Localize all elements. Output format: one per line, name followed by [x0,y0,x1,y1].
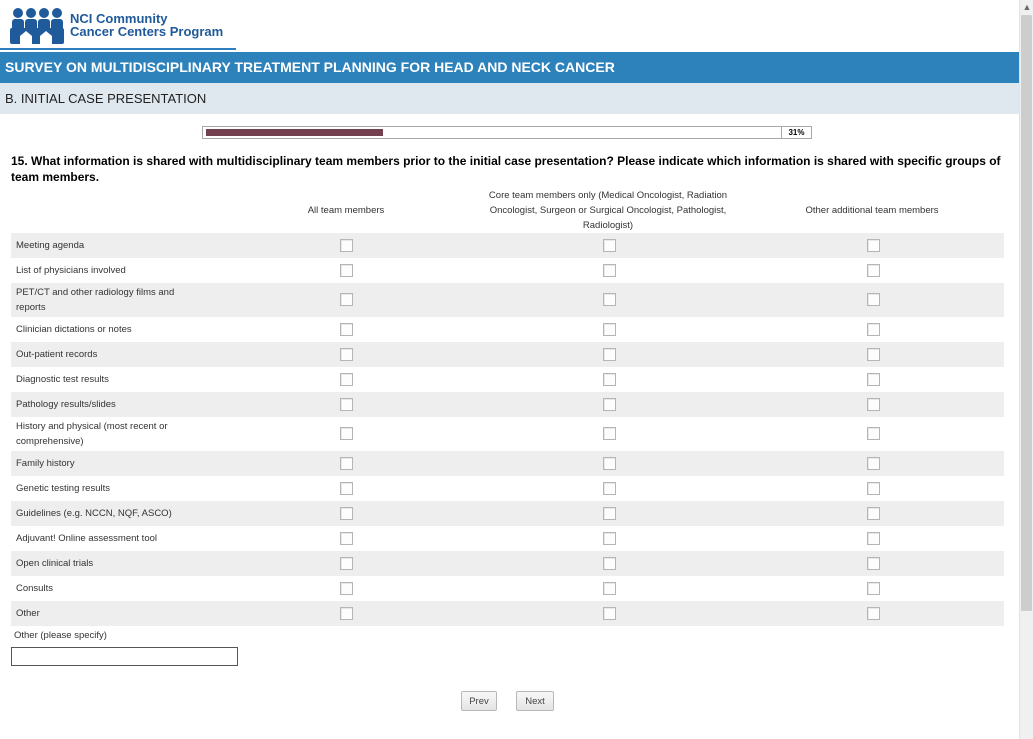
checkbox-other-additional-members[interactable] [867,323,880,336]
checkbox-other-additional-members[interactable] [867,264,880,277]
matrix-row-label: Genetic testing results [16,483,110,494]
checkbox-core-team-members[interactable] [603,557,616,570]
checkbox-other-additional-members[interactable] [867,348,880,361]
matrix-row-label: Clinician dictations or notes [16,324,132,335]
checkbox-core-team-members[interactable] [603,457,616,470]
matrix-row [11,576,1004,601]
matrix-row-label: Other [16,608,40,619]
survey-title: SURVEY ON MULTIDISCIPLINARY TREATMENT PLANNING FOR HEAD AND NECK CANCER [0,52,1019,83]
checkbox-all-team-members[interactable] [340,293,353,306]
checkbox-all-team-members[interactable] [340,427,353,440]
checkbox-all-team-members[interactable] [340,507,353,520]
logo-text [70,12,223,38]
checkbox-other-additional-members[interactable] [867,293,880,306]
matrix-row-label: PET/CT and other radiology films and reports [16,287,175,313]
checkbox-other-additional-members[interactable] [867,457,880,470]
logo-line-2: Cancer Centers Program [70,24,224,39]
checkbox-core-team-members[interactable] [603,427,616,440]
matrix-row-label: List of physicians involved [16,265,126,276]
prev-button[interactable]: Prev [461,691,497,711]
vertical-scrollbar[interactable] [1019,0,1033,739]
checkbox-all-team-members[interactable] [340,482,353,495]
checkbox-other-additional-members[interactable] [867,398,880,411]
matrix-row [11,451,1004,476]
checkbox-other-additional-members[interactable] [867,482,880,495]
progress-percent: 31% [782,126,812,139]
section-title: B. INITIAL CASE PRESENTATION [0,83,1019,114]
matrix-row-label: Meeting agenda [16,240,85,251]
checkbox-all-team-members[interactable] [340,582,353,595]
matrix-grid [11,233,1004,626]
scroll-up-arrow-icon[interactable]: ▲ [1022,2,1032,12]
checkbox-other-additional-members[interactable] [867,582,880,595]
checkbox-all-team-members[interactable] [340,557,353,570]
people-logo-icon [10,6,64,44]
matrix-row [11,476,1004,501]
checkbox-all-team-members[interactable] [340,373,353,386]
checkbox-all-team-members[interactable] [340,398,353,411]
matrix-row [11,392,1004,417]
progress-bar [202,126,782,139]
checkbox-all-team-members[interactable] [340,239,353,252]
checkbox-core-team-members[interactable] [603,323,616,336]
matrix-row [11,258,1004,283]
column-header-core: Core team members only (Medical Oncologist, Radiation Oncologist, Surgeon or Surgical Oncologist, Pathologist, Radiologist) [488,190,728,231]
checkbox-core-team-members[interactable] [603,532,616,545]
checkbox-other-additional-members[interactable] [867,427,880,440]
checkbox-core-team-members[interactable] [603,373,616,386]
matrix-row [11,342,1004,367]
matrix-row-label: Diagnostic test results [16,374,109,385]
checkbox-other-additional-members[interactable] [867,532,880,545]
progress-fill [206,129,383,136]
matrix-row [11,417,1004,451]
matrix-row [11,526,1004,551]
matrix-row [11,233,1004,258]
matrix-row [11,551,1004,576]
other-specify-label: Other (please specify) [14,630,107,641]
checkbox-all-team-members[interactable] [340,532,353,545]
checkbox-all-team-members[interactable] [340,348,353,361]
checkbox-other-additional-members[interactable] [867,607,880,620]
matrix-row-label: Family history [16,458,75,469]
checkbox-all-team-members[interactable] [340,264,353,277]
matrix-row [11,601,1004,626]
scrollbar-thumb[interactable] [1021,15,1032,611]
next-button[interactable]: Next [516,691,554,711]
checkbox-core-team-members[interactable] [603,239,616,252]
checkbox-core-team-members[interactable] [603,398,616,411]
logo-line-1: NCI Community [70,11,168,26]
column-header-all: All team members [307,205,385,216]
checkbox-core-team-members[interactable] [603,293,616,306]
matrix-row-label: Open clinical trials [16,558,94,569]
checkbox-other-additional-members[interactable] [867,239,880,252]
other-specify-input[interactable] [11,647,238,666]
matrix-row-label: Consults [16,583,53,594]
matrix-row-label: Adjuvant! Online assessment tool [16,533,157,544]
checkbox-core-team-members[interactable] [603,482,616,495]
checkbox-core-team-members[interactable] [603,607,616,620]
checkbox-core-team-members[interactable] [603,507,616,520]
checkbox-other-additional-members[interactable] [867,557,880,570]
checkbox-core-team-members[interactable] [603,348,616,361]
matrix-row [11,283,1004,317]
checkbox-all-team-members[interactable] [340,323,353,336]
checkbox-core-team-members[interactable] [603,264,616,277]
matrix-row [11,501,1004,526]
matrix-row-label: Out-patient records [16,349,98,360]
checkbox-other-additional-members[interactable] [867,507,880,520]
checkbox-all-team-members[interactable] [340,607,353,620]
checkbox-all-team-members[interactable] [340,457,353,470]
question-text: 15. What information is shared with multidisciplinary team members prior to the initial case presentation? Please indicate which information is shared with specific groups of team members. [11,154,1001,184]
checkbox-other-additional-members[interactable] [867,373,880,386]
logo-divider [0,48,236,50]
checkbox-core-team-members[interactable] [603,582,616,595]
matrix-row-label: Guidelines (e.g. NCCN, NQF, ASCO) [16,508,172,519]
matrix-row-label: History and physical (most recent or comprehensive) [16,421,168,447]
matrix-row-label: Pathology results/slides [16,399,116,410]
matrix-row [11,317,1004,342]
matrix-row [11,367,1004,392]
column-header-other: Other additional team members [805,205,939,216]
nci-logo [10,6,223,44]
